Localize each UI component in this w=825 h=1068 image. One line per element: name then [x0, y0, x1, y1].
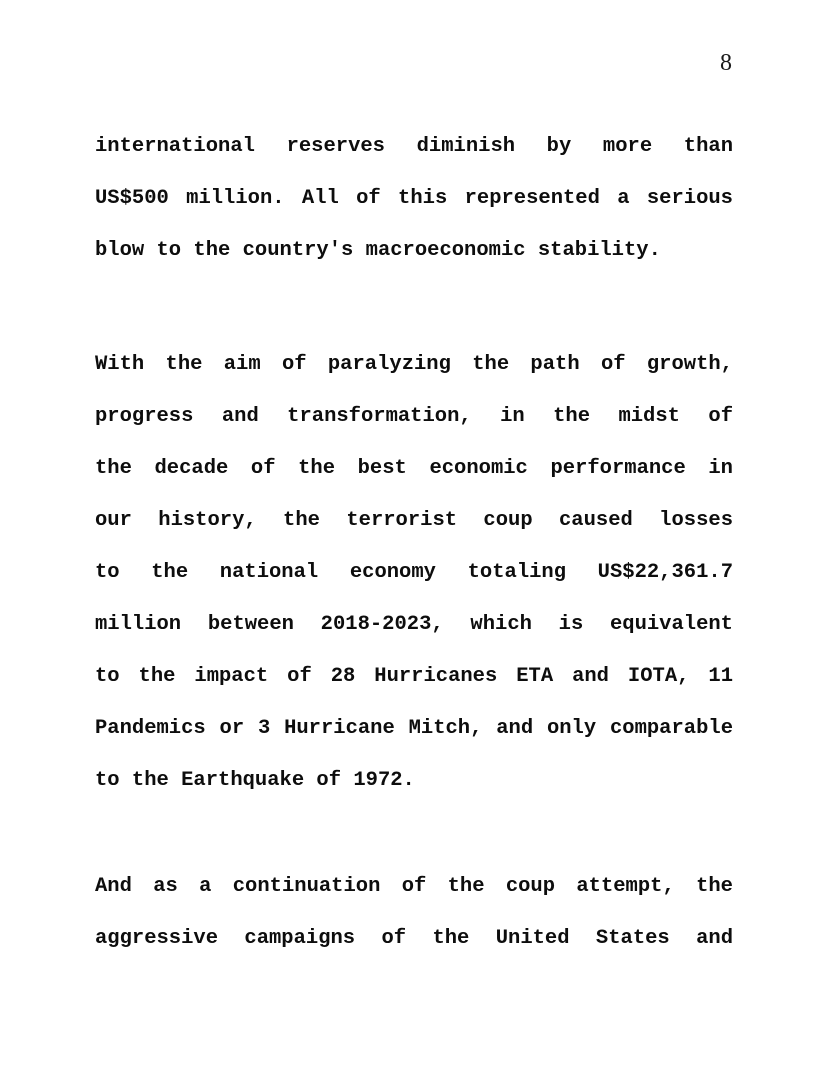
text-line: aggressive campaigns of the United States and — [95, 927, 733, 950]
text-line: blow to the country's macroeconomic stability. — [95, 239, 661, 262]
text-line: to the impact of 28 Hurricanes ETA and IOTA, 11 — [95, 665, 733, 688]
page-number: 8 — [720, 50, 732, 76]
text-line: international reserves diminish by more than — [95, 135, 733, 158]
text-line: our history, the terrorist coup caused losses — [95, 509, 733, 532]
text-line: And as a continuation of the coup attempt, the — [95, 875, 733, 898]
paragraph — [95, 861, 733, 965]
text-line: With the aim of paralyzing the path of growth, — [95, 353, 733, 376]
text-line: Pandemics or 3 Hurricane Mitch, and only comparable — [95, 717, 733, 740]
paragraph — [95, 339, 733, 807]
paragraph — [95, 121, 733, 277]
text-line: million between 2018-2023, which is equivalent — [95, 613, 733, 636]
text-line: progress and transformation, in the midst of — [95, 405, 733, 428]
body-text — [95, 121, 733, 965]
text-line: the decade of the best economic performance in — [95, 457, 733, 480]
text-line: to the Earthquake of 1972. — [95, 769, 415, 792]
text-line: to the national economy totaling US$22,361.7 — [95, 561, 733, 584]
text-line: US$500 million. All of this represented a serious — [95, 187, 733, 210]
